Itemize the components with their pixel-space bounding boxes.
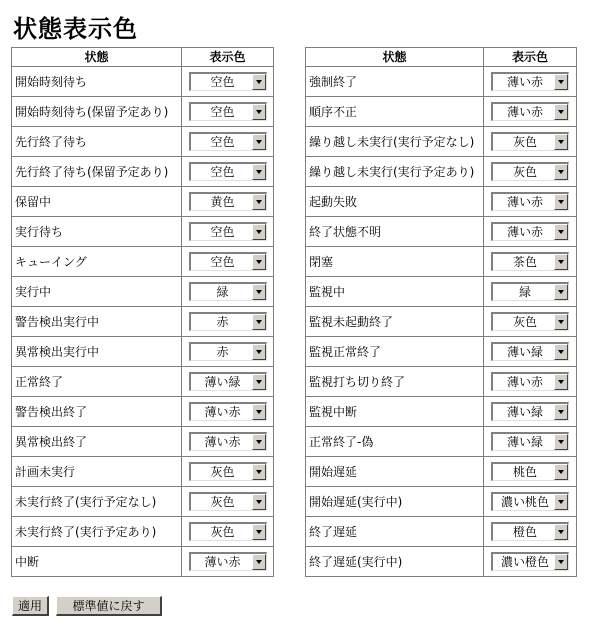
- dropdown-arrow-icon[interactable]: [252, 434, 266, 450]
- status-label: 先行終了待ち(保留予定あり): [12, 157, 181, 186]
- color-select-value: 空色: [210, 135, 235, 149]
- status-label: 監視正常終了: [306, 337, 483, 366]
- color-cell: [484, 67, 576, 96]
- color-cell: [484, 487, 576, 516]
- color-select-value: 薄い赤: [506, 105, 543, 119]
- dropdown-arrow-icon[interactable]: [554, 134, 568, 150]
- table-row: [12, 547, 273, 576]
- table-row: [12, 67, 273, 96]
- color-cell: [484, 307, 576, 336]
- table-row: [12, 517, 273, 546]
- table-row: [306, 127, 576, 156]
- color-cell: [182, 367, 273, 396]
- color-cell: [484, 247, 576, 276]
- color-select-value: 黄色: [210, 195, 235, 209]
- status-label: 終了状態不明: [306, 217, 483, 246]
- table-row: [12, 397, 273, 426]
- dropdown-arrow-icon[interactable]: [252, 404, 266, 420]
- color-cell: [182, 157, 273, 186]
- color-select[interactable]: [189, 132, 267, 151]
- dropdown-arrow-icon[interactable]: [554, 404, 568, 420]
- color-select[interactable]: [189, 72, 267, 91]
- color-select[interactable]: [189, 282, 267, 301]
- color-select-value: 空色: [210, 165, 235, 179]
- table-row: [12, 127, 273, 156]
- color-select[interactable]: [189, 102, 267, 121]
- color-cell: [182, 187, 273, 216]
- status-label: 実行待ち: [12, 217, 181, 246]
- dropdown-arrow-icon[interactable]: [252, 284, 266, 300]
- status-label: 正常終了-偽: [306, 427, 483, 456]
- status-label: 警告検出終了: [12, 397, 181, 426]
- status-label: 監視未起動終了: [306, 307, 483, 336]
- color-cell: [182, 307, 273, 336]
- table-row: [12, 247, 273, 276]
- dropdown-arrow-icon[interactable]: [252, 494, 266, 510]
- color-select[interactable]: [189, 552, 267, 571]
- status-label: 繰り越し未実行(実行予定あり): [306, 157, 483, 186]
- dropdown-arrow-icon[interactable]: [554, 224, 568, 240]
- color-select[interactable]: [189, 402, 267, 421]
- color-select[interactable]: [491, 252, 569, 271]
- color-select-value: 薄い緑: [204, 375, 241, 389]
- color-select[interactable]: [189, 252, 267, 271]
- dropdown-arrow-icon[interactable]: [252, 314, 266, 330]
- dropdown-arrow-icon[interactable]: [554, 434, 568, 450]
- table-row: [306, 247, 576, 276]
- dropdown-arrow-icon[interactable]: [252, 164, 266, 180]
- color-column-header: 表示色: [182, 48, 273, 66]
- dropdown-arrow-icon[interactable]: [554, 524, 568, 540]
- table-row: [12, 277, 273, 306]
- status-label: 開始時刻待ち: [12, 67, 181, 96]
- color-select-value: 緑: [216, 285, 229, 299]
- table-header-row: [306, 48, 576, 66]
- color-select[interactable]: [189, 522, 267, 541]
- color-cell: [182, 427, 273, 456]
- status-label: 先行終了待ち: [12, 127, 181, 156]
- table-row: [306, 367, 576, 396]
- status-label: 開始遅延(実行中): [306, 487, 483, 516]
- dropdown-arrow-icon[interactable]: [554, 494, 568, 510]
- table-row: [306, 547, 576, 576]
- color-cell: [484, 97, 576, 126]
- color-select[interactable]: [491, 102, 569, 121]
- color-cell: [182, 397, 273, 426]
- color-select-value: 緑: [518, 285, 531, 299]
- status-label: 順序不正: [306, 97, 483, 126]
- color-select-value: 灰色: [512, 165, 537, 179]
- color-cell: [182, 337, 273, 366]
- color-select[interactable]: [491, 222, 569, 241]
- color-cell: [484, 547, 576, 576]
- color-cell: [182, 517, 273, 546]
- color-cell: [182, 97, 273, 126]
- dropdown-arrow-icon[interactable]: [554, 374, 568, 390]
- color-cell: [182, 127, 273, 156]
- status-label: 閉塞: [306, 247, 483, 276]
- color-select[interactable]: [189, 162, 267, 181]
- apply-button[interactable]: 適用: [12, 596, 49, 616]
- color-cell: [484, 427, 576, 456]
- color-column-header: 表示色: [484, 48, 576, 66]
- color-select-value: 薄い赤: [506, 75, 543, 89]
- color-cell: [484, 217, 576, 246]
- color-select-value: 灰色: [210, 525, 235, 539]
- color-select-value: 空色: [210, 75, 235, 89]
- status-label: 監視打ち切り終了: [306, 367, 483, 396]
- table-row: [12, 367, 273, 396]
- color-cell: [484, 157, 576, 186]
- color-select[interactable]: [491, 342, 569, 361]
- color-select-value: 薄い赤: [204, 555, 241, 569]
- status-label: 警告検出実行中: [12, 307, 181, 336]
- dropdown-arrow-icon[interactable]: [554, 164, 568, 180]
- color-select-value: 桃色: [512, 465, 537, 479]
- table-row: [306, 397, 576, 426]
- color-select-value: 空色: [210, 225, 235, 239]
- dropdown-arrow-icon[interactable]: [554, 344, 568, 360]
- color-select-value: 茶色: [512, 255, 537, 269]
- table-row: [12, 157, 273, 186]
- color-select[interactable]: [189, 372, 267, 391]
- status-label: 終了遅延(実行中): [306, 547, 483, 576]
- status-label: 開始遅延: [306, 457, 483, 486]
- color-select[interactable]: [491, 72, 569, 91]
- color-cell: [484, 277, 576, 306]
- color-select[interactable]: [491, 522, 569, 541]
- status-label: 開始時刻待ち(保留予定あり): [12, 97, 181, 126]
- status-label: 終了遅延: [306, 517, 483, 546]
- status-label: 異常検出実行中: [12, 337, 181, 366]
- table-row: [306, 277, 576, 306]
- dropdown-arrow-icon[interactable]: [252, 104, 266, 120]
- status-label: 繰り越し未実行(実行予定なし): [306, 127, 483, 156]
- status-label: 異常検出終了: [12, 427, 181, 456]
- color-select[interactable]: [189, 462, 267, 481]
- status-label: 起動失敗: [306, 187, 483, 216]
- dropdown-arrow-icon[interactable]: [554, 314, 568, 330]
- table-row: [306, 487, 576, 516]
- status-label: 実行中: [12, 277, 181, 306]
- dropdown-arrow-icon[interactable]: [554, 554, 568, 570]
- status-label: 未実行終了(実行予定あり): [12, 517, 181, 546]
- color-select-value: 灰色: [210, 465, 235, 479]
- dropdown-arrow-icon[interactable]: [252, 374, 266, 390]
- dropdown-arrow-icon[interactable]: [554, 254, 568, 270]
- reset-to-default-button[interactable]: 標準値に戻す: [56, 596, 162, 616]
- color-select[interactable]: [491, 432, 569, 451]
- color-select[interactable]: [491, 552, 569, 571]
- status-label: 監視中: [306, 277, 483, 306]
- dropdown-arrow-icon[interactable]: [252, 524, 266, 540]
- color-select[interactable]: [189, 492, 267, 511]
- table-header-row: [12, 48, 273, 66]
- dropdown-arrow-icon[interactable]: [252, 344, 266, 360]
- dropdown-arrow-icon[interactable]: [554, 284, 568, 300]
- status-label: 保留中: [12, 187, 181, 216]
- dropdown-arrow-icon[interactable]: [554, 194, 568, 210]
- color-cell: [484, 397, 576, 426]
- table-row: [306, 157, 576, 186]
- color-select-value: 橙色: [512, 525, 537, 539]
- color-select[interactable]: [189, 432, 267, 451]
- color-cell: [484, 127, 576, 156]
- color-cell: [484, 367, 576, 396]
- table-row: [12, 427, 273, 456]
- dropdown-arrow-icon[interactable]: [252, 74, 266, 90]
- color-select[interactable]: [491, 492, 569, 511]
- table-row: [306, 67, 576, 96]
- color-select-value: 薄い赤: [506, 225, 543, 239]
- dropdown-arrow-icon[interactable]: [252, 254, 266, 270]
- dropdown-arrow-icon[interactable]: [252, 224, 266, 240]
- color-select[interactable]: [189, 312, 267, 331]
- color-cell: [182, 487, 273, 516]
- table-row: [306, 517, 576, 546]
- color-select-value: 薄い緑: [506, 405, 543, 419]
- table-row: [306, 307, 576, 336]
- color-select[interactable]: [491, 402, 569, 421]
- color-select[interactable]: [189, 192, 267, 211]
- table-row: [12, 307, 273, 336]
- color-select-value: 灰色: [512, 315, 537, 329]
- status-column-header: 状態: [12, 48, 181, 66]
- color-select-value: 灰色: [512, 135, 537, 149]
- color-cell: [484, 517, 576, 546]
- color-select[interactable]: [189, 342, 267, 361]
- table-row: [12, 487, 273, 516]
- color-select[interactable]: [491, 372, 569, 391]
- status-label: 計画未実行: [12, 457, 181, 486]
- status-color-table-right: [305, 47, 577, 577]
- color-select[interactable]: [491, 282, 569, 301]
- dropdown-arrow-icon[interactable]: [252, 464, 266, 480]
- color-select-value: 薄い緑: [506, 435, 543, 449]
- status-label: 中断: [12, 547, 181, 576]
- color-select-value: 薄い赤: [204, 405, 241, 419]
- color-select-value: 赤: [216, 345, 229, 359]
- dropdown-arrow-icon[interactable]: [252, 554, 266, 570]
- table-row: [306, 187, 576, 216]
- color-cell: [182, 457, 273, 486]
- table-row: [12, 337, 273, 366]
- color-select[interactable]: [491, 132, 569, 151]
- table-row: [306, 337, 576, 366]
- color-select-value: 空色: [210, 105, 235, 119]
- color-select[interactable]: [491, 192, 569, 211]
- color-cell: [182, 277, 273, 306]
- color-cell: [484, 187, 576, 216]
- dropdown-arrow-icon[interactable]: [554, 104, 568, 120]
- status-column-header: 状態: [306, 48, 483, 66]
- table-row: [306, 427, 576, 456]
- dropdown-arrow-icon[interactable]: [554, 74, 568, 90]
- table-row: [12, 97, 273, 126]
- status-label: 正常終了: [12, 367, 181, 396]
- color-select-value: 薄い赤: [204, 435, 241, 449]
- status-label: 未実行終了(実行予定なし): [12, 487, 181, 516]
- color-cell: [182, 547, 273, 576]
- color-select-value: 薄い赤: [506, 195, 543, 209]
- status-label: 監視中断: [306, 397, 483, 426]
- table-row: [306, 217, 576, 246]
- dropdown-arrow-icon[interactable]: [252, 134, 266, 150]
- color-select-value: 空色: [210, 255, 235, 269]
- status-color-table-left: [11, 47, 274, 577]
- table-row: [12, 457, 273, 486]
- table-row: [306, 97, 576, 126]
- color-cell: [182, 247, 273, 276]
- color-cell: [484, 337, 576, 366]
- color-cell: [182, 67, 273, 96]
- color-select-value: 濃い桃色: [500, 495, 549, 509]
- table-row: [306, 457, 576, 486]
- color-select[interactable]: [491, 462, 569, 481]
- page-title: 状態表示色: [13, 15, 138, 43]
- color-select-value: 灰色: [210, 495, 235, 509]
- color-select-value: 薄い赤: [506, 375, 543, 389]
- color-select[interactable]: [491, 162, 569, 181]
- dropdown-arrow-icon[interactable]: [554, 464, 568, 480]
- color-select-value: 薄い緑: [506, 345, 543, 359]
- color-select[interactable]: [491, 312, 569, 331]
- status-label: キューイング: [12, 247, 181, 276]
- status-label: 強制終了: [306, 67, 483, 96]
- color-cell: [182, 217, 273, 246]
- color-select-value: 赤: [216, 315, 229, 329]
- dropdown-arrow-icon[interactable]: [252, 194, 266, 210]
- color-select[interactable]: [189, 222, 267, 241]
- table-row: [12, 217, 273, 246]
- color-select-value: 濃い橙色: [500, 555, 549, 569]
- color-cell: [484, 457, 576, 486]
- table-row: [12, 187, 273, 216]
